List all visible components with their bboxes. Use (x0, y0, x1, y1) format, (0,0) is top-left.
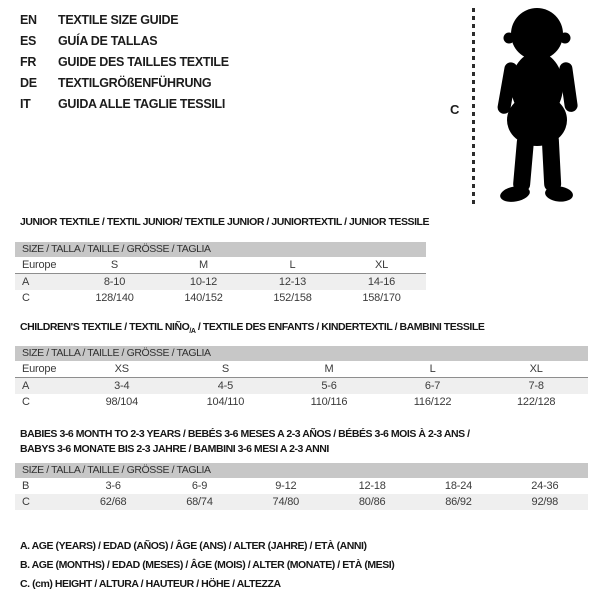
height-value: 98/104 (105, 396, 139, 408)
size-header-bar: SIZE / TALLA / TAILLE / GRÖSSE / TAGLIA (15, 346, 588, 361)
height-dashed-line (472, 8, 475, 206)
height-c-label: C (450, 102, 460, 117)
language-title: TEXTILGRÖßENFÜHRUNG (58, 75, 212, 90)
size-col: L (429, 363, 436, 375)
language-title-list (20, 9, 229, 114)
age-value: 3-4 (114, 380, 130, 392)
age-value: 6-9 (191, 480, 208, 492)
height-value: 68/74 (186, 496, 213, 508)
size-col: XS (114, 363, 129, 375)
height-value: 80/86 (358, 496, 386, 508)
size-columns-row (15, 361, 588, 378)
height-cm-row (15, 290, 426, 306)
size-header-bar: SIZE / TALLA / TAILLE / GRÖSSE / TAGLIA (15, 242, 426, 257)
age-value: 14-16 (367, 276, 396, 288)
language-row-it (20, 93, 229, 114)
children-size-table (15, 346, 588, 410)
age-value: 9-12 (275, 480, 297, 492)
height-value: 62/68 (99, 496, 127, 508)
language-title: GUIDA ALLE TAGLIE TESSILI (58, 96, 226, 111)
language-code: FR (20, 54, 37, 69)
row-label: Europe (22, 259, 57, 271)
age-value: 3-6 (105, 480, 121, 492)
height-value: 104/110 (206, 396, 245, 408)
size-col: S (110, 259, 119, 271)
size-col: XL (529, 363, 543, 375)
height-value: 140/152 (184, 292, 223, 304)
height-value: 92/98 (531, 496, 559, 508)
age-value: 8-10 (103, 276, 126, 288)
language-row-fr (20, 51, 229, 72)
babies-title-line-2: BABYS 3-6 MONATE BIS 2-3 JAHRE / BAMBINI 3-6 MESI A 2-3 ANNI (20, 443, 329, 455)
junior-section-title: JUNIOR TEXTILE / TEXTIL JUNIOR/ TEXTILE JUNIOR / JUNIORTEXTIL / JUNIOR TESSILE (20, 216, 430, 228)
language-row-de (20, 72, 229, 93)
age-value: 12-13 (278, 276, 307, 288)
height-value: 116/122 (413, 396, 452, 408)
age-value: 18-24 (444, 480, 473, 492)
row-label: C (22, 496, 30, 508)
age-value: 24-36 (531, 480, 559, 492)
height-cm-row (15, 394, 588, 410)
age-months-row (15, 478, 588, 494)
height-value: 128/140 (95, 292, 134, 304)
language-code: IT (20, 96, 31, 111)
row-label: A (22, 380, 30, 392)
size-col: S (221, 363, 229, 375)
row-label: B (22, 480, 30, 492)
size-col: M (324, 363, 334, 375)
footnote-c: C. (cm) HEIGHT / ALTURA / HAUTEUR / HÖHE / ALTEZZA (20, 578, 281, 590)
language-row-es (20, 30, 229, 51)
babies-section-title (20, 427, 470, 457)
height-cm-row (15, 494, 588, 510)
legend-footnotes (20, 537, 394, 594)
junior-size-table (15, 242, 426, 306)
language-code: DE (20, 75, 37, 90)
age-value: 12-18 (358, 480, 386, 492)
row-label: C (22, 396, 30, 408)
height-value: 158/170 (362, 292, 401, 304)
age-value: 7-8 (528, 380, 544, 392)
row-label: A (22, 276, 30, 288)
size-col: XL (374, 259, 389, 271)
babies-size-table (15, 463, 588, 510)
age-years-row (15, 378, 588, 394)
children-title-text: / TEXTILE DES ENFANTS / KINDERTEXTIL / BAMBINI TESSILE (195, 321, 485, 333)
language-title: GUIDE DES TAILLES TEXTILE (58, 54, 229, 69)
language-code: ES (20, 33, 37, 48)
height-value: 122/128 (516, 396, 556, 408)
toddler-silhouette-icon (479, 4, 597, 206)
children-section-title (20, 321, 484, 338)
height-value: 86/92 (445, 496, 472, 508)
children-title-text: CHILDREN'S TEXTILE / TEXTIL NIÑO (20, 321, 190, 333)
row-label: C (22, 292, 30, 304)
age-years-row (15, 274, 426, 290)
language-title: GUÍA DE TALLAS (58, 33, 158, 48)
height-value: 74/80 (272, 496, 300, 508)
size-col: L (289, 259, 296, 271)
language-code: EN (20, 12, 37, 27)
age-value: 5-6 (321, 380, 337, 392)
footnote-b: B. AGE (MONTHS) / EDAD (MESES) / ÂGE (MOIS) / ALTER (MONATE) / ETÀ (MESI) (20, 559, 395, 571)
age-value: 4-5 (217, 380, 234, 392)
language-title: TEXTILE SIZE GUIDE (58, 12, 179, 27)
height-value: 152/158 (273, 292, 312, 304)
language-row-en (20, 9, 229, 30)
footnote-a: A. AGE (YEARS) / EDAD (AÑOS) / ÂGE (ANS) / ALTER (JAHRE) / ETÀ (ANNI) (20, 540, 367, 552)
height-value: 110/116 (310, 396, 348, 408)
size-columns-row (15, 257, 426, 274)
size-col: M (199, 259, 208, 271)
row-label: Europe (22, 363, 57, 375)
babies-title-line-1: BABIES 3-6 MONTH TO 2-3 YEARS / BEBÉS 3-6 MESES A 2-3 AÑOS / BÉBÉS 3-6 MOIS À 2-3 ANS / (20, 428, 470, 440)
children-title-subscript: /A (189, 328, 196, 336)
age-value: 6-7 (424, 380, 441, 392)
size-header-bar: SIZE / TALLA / TAILLE / GRÖSSE / TAGLIA (15, 463, 588, 478)
age-value: 10-12 (189, 276, 218, 288)
